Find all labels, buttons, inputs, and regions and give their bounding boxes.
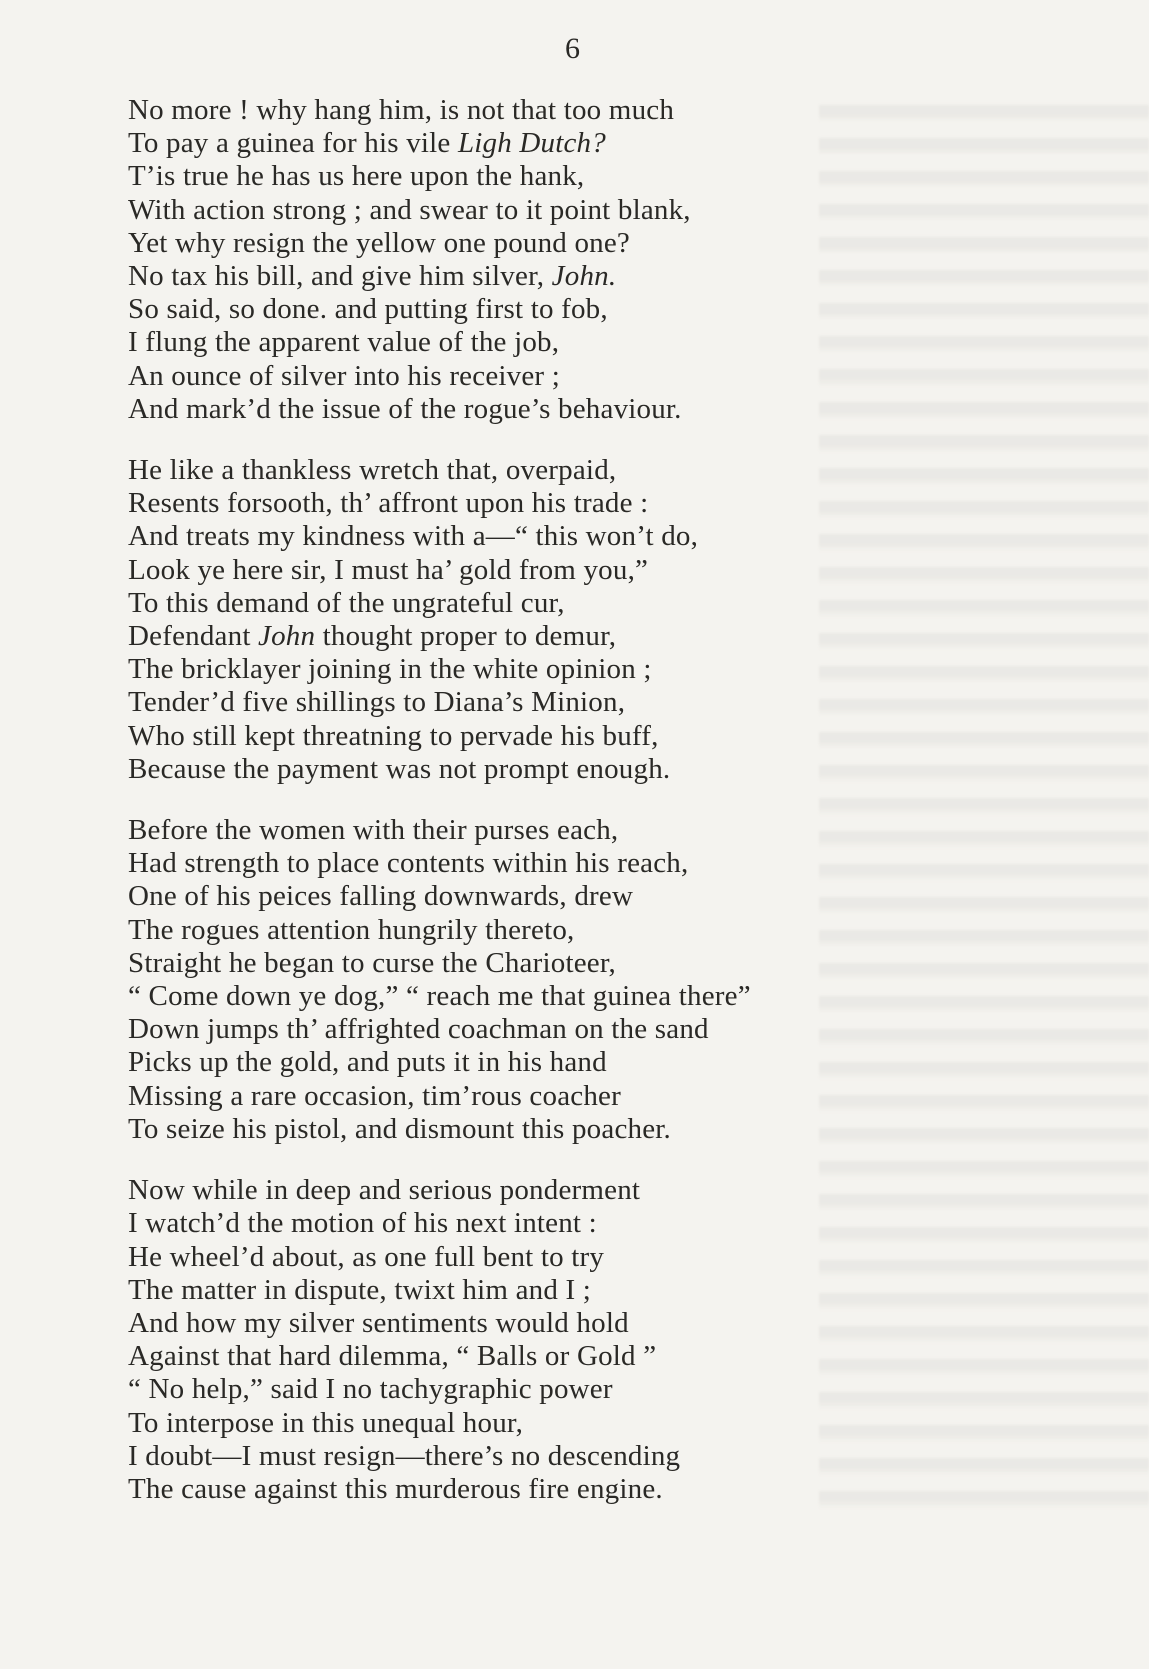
stanza [128,1174,988,1506]
poem-line [128,1307,988,1340]
poem-line [128,194,988,227]
stanza [128,94,988,426]
poem-line [128,980,988,1013]
poem-line [128,360,988,393]
line-text: And treats my kindness with a—“ this won’t do, [128,520,699,553]
poem-line [128,160,988,193]
poem-line [128,1080,988,1113]
poem-line [128,1473,988,1506]
line-text: Straight he began to curse the Charioteer, [128,946,616,979]
line-text: No tax his bill, and give him silver, [128,260,552,293]
line-text: “ Come down ye dog,” “ reach me that guinea there” [128,980,751,1013]
line-text: Resents forsooth, th’ affront upon his trade : [128,487,649,520]
poem-line [128,1407,988,1440]
poem-line [128,293,988,326]
line-text: T’is true he has us here upon the hank, [128,160,585,193]
page-number: 6 [565,32,580,65]
poem-line [128,1440,988,1473]
poem-line [128,454,988,487]
poem-line [128,227,988,260]
poem-line [128,653,988,686]
poem-line [128,587,988,620]
line-text: And mark’d the issue of the rogue’s behaviour. [128,392,682,425]
poem-line [128,1013,988,1046]
line-text: Picks up the gold, and puts it in his hand [128,1046,607,1079]
poem-line [128,880,988,913]
poem-line [128,947,988,980]
poem-line [128,720,988,753]
line-text: And how my silver sentiments would hold [128,1306,629,1339]
italic-text: John. [551,260,617,293]
line-text: Because the payment was not prompt enough. [128,752,671,785]
line-text: Had strength to place contents within his reach, [128,847,689,880]
line-text: Yet why resign the yellow one pound one? [128,226,631,259]
line-text: Look ye here sir, I must ha’ gold from you,” [128,553,649,586]
poem-line [128,127,988,160]
line-text: The rogues attention hungrily thereto, [128,913,575,946]
line-text: Missing a rare occasion, tim’rous coacher [128,1079,621,1112]
poem-line [128,260,988,293]
poem-line [128,620,988,653]
poem-line [128,520,988,553]
line-text: I doubt—I must resign—there’s no descending [128,1439,681,1472]
poem-line [128,1274,988,1307]
line-text: One of his peices falling downwards, drew [128,880,634,913]
poem-line [128,554,988,587]
poem-line [128,1113,988,1146]
line-text: The bricklayer joining in the white opinion ; [128,653,652,686]
poem-line [128,1207,988,1240]
poem-line [128,487,988,520]
stanza [128,454,988,786]
line-text: I watch’d the motion of his next intent : [128,1207,597,1240]
poem-line [128,753,988,786]
line-text: With action strong ; and swear to it point blank, [128,193,691,226]
poem-line [128,1174,988,1207]
line-text: He like a thankless wretch that, overpaid, [128,454,617,487]
poem-line [128,326,988,359]
poem-line [128,914,988,947]
italic-text: Ligh Dutch? [457,127,606,160]
line-text: thought proper to demur, [315,620,617,653]
line-text: The cause against this murderous fire engine. [128,1472,663,1505]
line-text: To this demand of the ungrateful cur, [128,586,565,619]
poem-line [128,1046,988,1079]
poem [128,94,988,1534]
line-text: Defendant [128,620,259,653]
stanza [128,814,988,1146]
poem-line [128,94,988,127]
line-text: To interpose in this unequal hour, [128,1406,524,1439]
poem-line [128,1373,988,1406]
poem-line [128,847,988,880]
poem-line [128,814,988,847]
italic-text: John [258,620,316,653]
line-text: Before the women with their purses each, [128,814,619,847]
line-text: The matter in dispute, twixt him and I ; [128,1273,592,1306]
line-text: No more ! why hang him, is not that too much [128,94,675,126]
poem-line [128,1340,988,1373]
line-text: So said, so done. and putting first to fob, [128,293,608,326]
line-text: He wheel’d about, as one full bent to try [128,1240,605,1273]
poem-line [128,393,988,426]
line-text: I flung the apparent value of the job, [128,326,560,359]
line-text: Who still kept threatning to pervade his buff, [128,719,659,752]
line-text: Down jumps th’ affrighted coachman on the sand [128,1013,709,1046]
line-text: Against that hard dilemma, “ Balls or Gold ” [128,1340,657,1373]
poem-line [128,1241,988,1274]
line-text: To pay a guinea for his vile [128,127,458,160]
line-text: An ounce of silver into his receiver ; [128,359,560,392]
line-text: Now while in deep and serious ponderment [128,1174,641,1207]
line-text: Tender’d five shillings to Diana’s Minion, [128,686,626,719]
line-text: To seize his pistol, and dismount this poacher. [128,1112,671,1145]
poem-line [128,686,988,719]
line-text: “ No help,” said I no tachygraphic power [128,1373,613,1406]
